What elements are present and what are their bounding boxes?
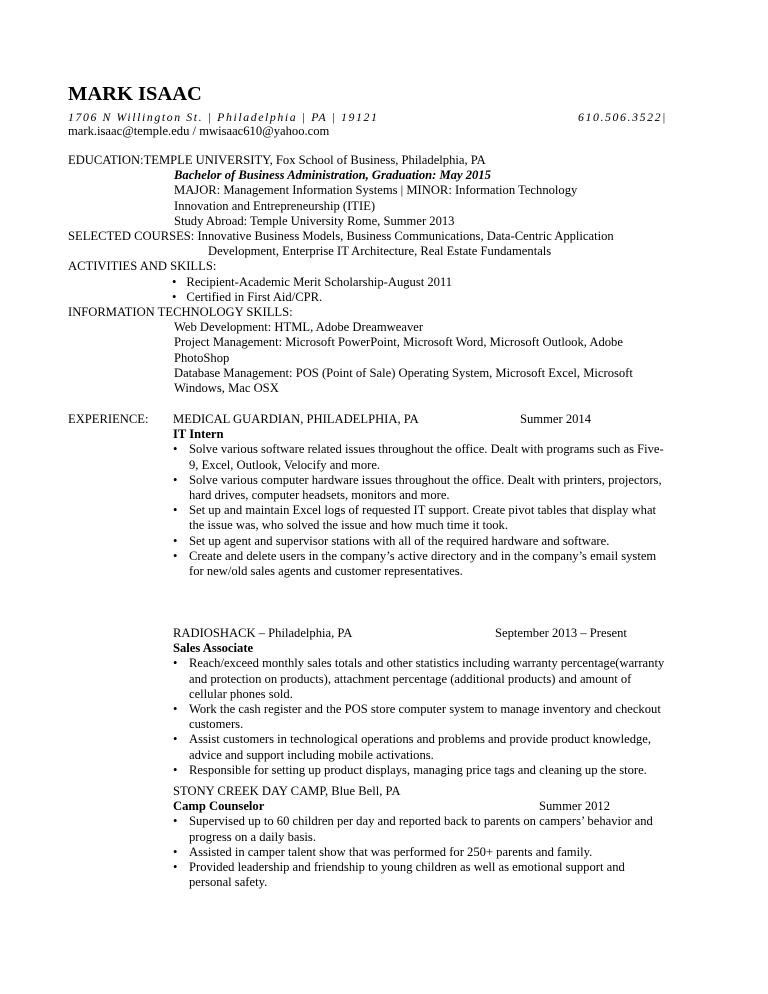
job-radioshack [173, 626, 703, 778]
list-item: • Provided leadership and friendship to young children as well as emotional support and personal safety. [173, 860, 625, 890]
db-skills-cont: Windows, Mac OSX [174, 381, 279, 396]
job-dates: September 2013 – Present [495, 626, 627, 640]
list-item: • Supervised up to 60 children per day and reported back to parents on campers’ behavior and progress on a daily basis. [173, 814, 653, 844]
job-title: IT Intern [173, 427, 224, 442]
education-label: EDUCATION: [68, 153, 144, 167]
major: MAJOR: Management Information Systems | MINOR: Information Technology [174, 183, 578, 198]
activity-item: • Recipient-Academic Merit Scholarship-August 2011 [172, 274, 453, 289]
list-item: • Assisted in camper talent show that was performed for 250+ parents and family. [173, 844, 593, 859]
pm-skills: Project Management: Microsoft PowerPoint, Microsoft Word, Microsoft Outlook, Adobe [174, 335, 623, 350]
job-dates: Summer 2014 [520, 412, 592, 426]
job-bullets [173, 442, 703, 579]
employer-row [173, 784, 703, 799]
web-skills: Web Development: HTML, Adobe Dreamweaver [174, 320, 424, 335]
job-bullets [173, 656, 703, 778]
job-bullets [173, 814, 703, 890]
education-section [68, 153, 748, 396]
list-item: • Create and delete users in the company’s active directory and in the company’s email system for new/old sales agents and customer representatives. [173, 548, 657, 579]
list-item: • Assist customers in technological operations and problems and provide product knowledge, advice and support including mobile activations. [173, 732, 652, 762]
activities-label: ACTIVITIES AND SKILLS: [68, 259, 217, 274]
degree: Bachelor of Business Administration, Graduation: May 2015 [174, 168, 491, 183]
courses-line-1: SELECTED COURSES: Innovative Business Models, Business Communications, Data-Centric Application [68, 229, 614, 244]
email: mark.isaac@temple.edu / mwisaac610@yahoo.com [68, 124, 330, 138]
list-item: • Solve various computer hardware issues throughout the office. Dealt with printers, projectors, hard drives, computer headsets, monitors and more. [173, 472, 662, 503]
minor-cont: Innovation and Entrepreneurship (ITIE) [174, 198, 376, 213]
list-item: • Reach/exceed monthly sales totals and other statistics including warranty percentage(warranty and protection on products), attachment percentage (additional products) and amount of cellular phones sold. [173, 656, 665, 701]
experience-label: EXPERIENCE: [68, 412, 149, 426]
list-item: • Work the cash register and the POS store computer system to manage inventory and checkout customers. [173, 702, 661, 732]
employer: RADIOSHACK – Philadelphia, PA [173, 626, 353, 640]
job-dates: Summer 2012 [539, 799, 611, 814]
candidate-name: MARK ISAAC [68, 83, 202, 105]
bullet: • [172, 289, 177, 304]
employer-row [173, 626, 703, 641]
db-skills: Database Management: POS (Point of Sale) Operating System, Microsoft Excel, Microsoft [174, 365, 633, 380]
title-row [173, 799, 703, 814]
employer-row [173, 412, 703, 427]
school: TEMPLE UNIVERSITY, Fox School of Business, Philadelphia, PA [143, 153, 486, 167]
list-item: • Responsible for setting up product displays, managing price tags and cleaning up the store. [173, 762, 647, 777]
address: 1706 N Willington St. | Philadelphia | PA | 19121 [68, 110, 379, 124]
job-medical-guardian [173, 412, 703, 579]
job-stony-creek [173, 784, 703, 890]
list-item: • Solve various software related issues throughout the office. Dealt with programs such as Five- 9, Excel, Outlook, Velocify and more. [173, 442, 664, 472]
employer: STONY CREEK DAY CAMP, Blue Bell, PA [173, 784, 401, 798]
list-item: • Set up and maintain Excel logs of requested IT support. Create pivot tables that display what the issue was, who solved the issue and how much time it took. [173, 503, 657, 533]
it-skills-label: INFORMATION TECHNOLOGY SKILLS: [68, 305, 293, 320]
employer: MEDICAL GUARDIAN, PHILADELPHIA, PA [173, 412, 419, 426]
job-title: Camp Counselor [173, 799, 265, 814]
phone: 610.506.3522| [578, 110, 667, 124]
education-line [68, 153, 748, 168]
activity-item: • Certified in First Aid/CPR. [172, 289, 323, 304]
study-abroad: Study Abroad: Temple University Rome, Summer 2013 [174, 213, 455, 228]
job-title: Sales Associate [173, 641, 254, 656]
list-item: • Set up agent and supervisor stations with all of the required hardware and software. [173, 533, 610, 548]
courses-line-2: Development, Enterprise IT Architecture, Real Estate Fundamentals [208, 244, 552, 259]
bullet: • [172, 274, 177, 289]
pm-skills-cont: PhotoShop [174, 350, 230, 365]
